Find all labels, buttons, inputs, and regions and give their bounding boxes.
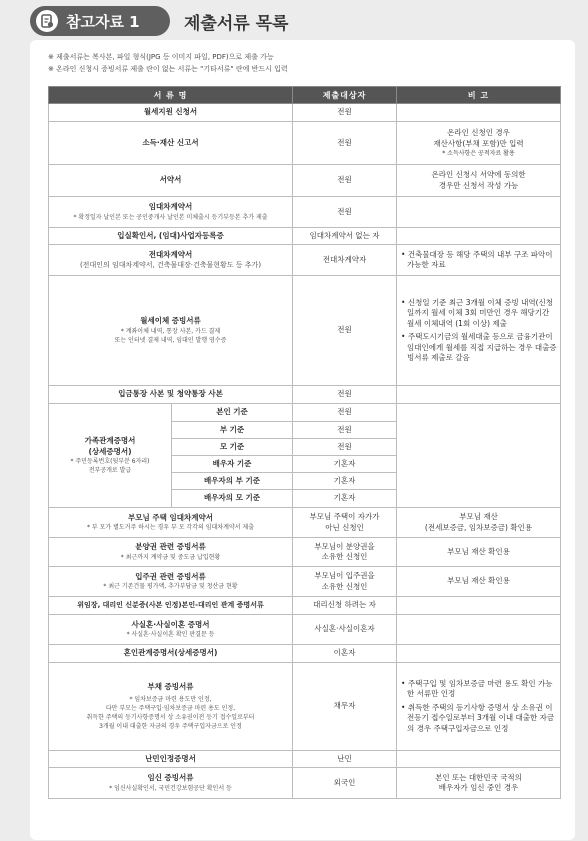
doc-remark: [397, 386, 561, 404]
doc-title: 임신 증빙서류: [147, 773, 194, 783]
doc-name: 월세지원 신청서: [49, 104, 293, 122]
doc-target: 전원: [293, 104, 397, 122]
doc-remark: [397, 197, 561, 228]
target-line: 부모님이 분양권을: [314, 541, 375, 551]
doc-name-family: [49, 404, 172, 508]
note-item: ※ 제출서류는 복사본, 파일 형식(JPG 등 이미지 파일, PDF)으로 제출 가능: [48, 53, 274, 61]
target-line: 소유한 신청인: [321, 552, 368, 561]
table-header-row: [49, 87, 561, 104]
remark-bullet: • 주택구입 및 임차보증금 마련 용도 확인 가능한 서류만 인정: [401, 678, 553, 699]
doc-title: 가족관계증명서: [84, 436, 136, 445]
remark-bullet: • 건축물대장 등 해당 주택의 내부 구조 파악이 가능한 자료: [401, 249, 553, 269]
doc-target: 전원: [293, 386, 397, 404]
doc-subnote: 또는 인터넷 결제 내역, 임대인 발행 영수증: [114, 336, 227, 344]
family-basis: 배우자의 부 기준: [172, 473, 293, 490]
doc-target: 전원: [293, 422, 397, 439]
doc-target: 이혼자: [293, 645, 397, 663]
table-row: [49, 751, 561, 768]
doc-remark: [397, 122, 561, 165]
doc-name: 위임장, 대리인 신분증(사본 인정)본인-대리인 관계 증명서류: [49, 597, 293, 615]
remark-line: (전세보증금, 임차보증금) 확인용: [424, 522, 533, 532]
doc-title: 사실혼·사실이혼 증명서: [131, 619, 210, 629]
doc-target: 전원: [293, 197, 397, 228]
remark-line: 배우자가 임신 중인 경우: [438, 783, 519, 792]
table-row: [49, 567, 561, 597]
remark-line: 부모님 재산: [459, 512, 498, 521]
table-row: [49, 768, 561, 799]
doc-subnote: 3개월 이내 대출한 자금의 경우 주택구입자금으로 인정: [99, 723, 242, 731]
table-row: [49, 404, 561, 422]
doc-subnote: (전대인의 임대차계약서, 건축물대장·건축물현황도 등 추가): [79, 260, 262, 269]
remark-line: 온라인 신청시 서약에 동의한: [431, 170, 526, 179]
doc-target: 난민: [293, 751, 397, 768]
table-row: [49, 276, 561, 386]
doc-subnote: * 임신사실확인서, 국민건강보험공단 확인서 등: [109, 784, 232, 792]
doc-name: [49, 768, 293, 799]
doc-subnote: * 최근 기존건물 평가액, 추가부담금 및 청산금 현황: [103, 583, 238, 591]
table-row: [49, 122, 561, 165]
doc-target: 전원: [293, 122, 397, 165]
doc-title: 분양권 관련 증빙서류: [135, 542, 206, 552]
doc-target: [293, 508, 397, 538]
doc-remark: [397, 165, 561, 197]
table-row: [49, 165, 561, 197]
doc-target: 외국인: [293, 768, 397, 799]
table-row: [49, 508, 561, 538]
table-row: [49, 104, 561, 122]
doc-name: [49, 276, 293, 386]
doc-target: 전원: [293, 404, 397, 422]
doc-name: [49, 245, 293, 276]
remark-note: * 소득사항은 공적자료 활용: [442, 150, 515, 157]
page-title: 제출서류 목록: [184, 14, 289, 34]
doc-remark: [397, 104, 561, 122]
family-basis: 부 기준: [172, 422, 293, 439]
section-header: [30, 4, 575, 38]
doc-subnote: * 계좌이체 내역, 통장 사본, 카드 결제: [120, 327, 221, 335]
doc-remark: [397, 276, 561, 386]
doc-remark: [397, 768, 561, 799]
doc-remark: [397, 645, 561, 663]
doc-name: 입실확인서, (임대)사업자등록증: [49, 228, 293, 245]
doc-target: 기혼자: [293, 490, 397, 508]
doc-remark: [397, 597, 561, 615]
table-row: [49, 597, 561, 615]
col-header-remark: 비 고: [397, 87, 561, 104]
note-item: ※ 온라인 신청시 증빙서류 제출 란이 없는 서류는 "기타서류" 란에 반드시 입력: [48, 65, 288, 73]
doc-name: [49, 197, 293, 228]
doc-remark: [397, 751, 561, 768]
table-row: [49, 197, 561, 228]
doc-target: 전대차계약자: [293, 245, 397, 276]
target-line: 부모님이 입주권을: [314, 571, 375, 580]
doc-title: 월세이체 증빙서류: [140, 316, 201, 326]
table-row: [49, 538, 561, 567]
doc-target: 전원: [293, 165, 397, 197]
document-table: [48, 86, 561, 799]
remark-line: 경우만 신청서 작성 가능: [438, 180, 519, 190]
doc-remark: [397, 404, 561, 508]
remark-bullet: • 신청일 기준 최근 3개월 이체 증빙 내역(신청일까지 월세 이체 3회 미만인 경우 해당기간 월세 이체내역 (1회 이상) 제출: [401, 297, 553, 328]
doc-name: 혼인관계증명서(상세증명서): [49, 645, 293, 663]
table-row: [49, 386, 561, 404]
doc-remark: [397, 615, 561, 645]
remark-line: 재산사항(부채 포함)만 입력: [433, 138, 524, 148]
doc-target: 채무자: [293, 663, 397, 751]
doc-remark: [397, 245, 561, 276]
doc-subnote: 취득한 주택의 등기사항증명서 상 소유권이전 등기 접수일로부터: [86, 714, 255, 722]
doc-target: 기혼자: [293, 456, 397, 473]
doc-title: 부채 증빙서류: [147, 681, 194, 691]
table-row: [49, 663, 561, 751]
doc-remark: 부모님 재산 확인용: [397, 538, 561, 567]
table-row: [49, 245, 561, 276]
family-basis: 배우자 기준: [172, 456, 293, 473]
family-basis: 모 기준: [172, 439, 293, 456]
doc-name: [49, 663, 293, 751]
doc-subnote: * 사실혼·사실이혼 확인 판결문 등: [126, 631, 215, 639]
remark-bullet: • 취득한 주택의 등기사항 증명서 상 소유권 이전등기 접수일로부터 3개월 이내 대출한 자금의 경우 주택구입자금으로 인정: [401, 702, 555, 733]
doc-subnote: * 주민등록번호(뒷부분 6자리): [70, 458, 150, 465]
clipboard-icon: [36, 10, 58, 32]
remark-bullet: • 주택도시기금의 월세대출 등으로 금융기관이 임대인에게 월세를 직접 지급하는 경우 대출증빙서류 제출로 갈음: [401, 332, 557, 362]
table-row: [49, 228, 561, 245]
col-header-target: 제출대상자: [293, 87, 397, 104]
doc-name: 서약서: [49, 165, 293, 197]
doc-subnote: * 확정일자 날인본 또는 공인중개사 날인본 미체출시 등기부등본 추가 제출: [73, 213, 268, 221]
doc-name: 소득·재산 신고서: [49, 122, 293, 165]
table-row: [49, 615, 561, 645]
doc-title: 입주권 관련 증빙서류: [135, 571, 206, 581]
doc-target: 대리신청 하려는 자: [293, 597, 397, 615]
family-basis: 배우자의 모 기준: [172, 490, 293, 508]
doc-target: [293, 567, 397, 597]
table-row: [49, 645, 561, 663]
doc-name: [49, 567, 293, 597]
doc-target: 전원: [293, 439, 397, 456]
doc-target: 임대차계약서 없는 자: [293, 228, 397, 245]
doc-title: 전대차계약서: [148, 250, 193, 260]
remark-line: 온라인 신청인 경우: [447, 128, 510, 137]
target-line: 부모님 주택이 자가가: [309, 512, 380, 521]
doc-remark: [397, 663, 561, 751]
col-header-doc: 서 류 명: [49, 87, 293, 104]
remark-line: 본인 또는 대한민국 국적의: [435, 772, 522, 782]
family-basis: 본인 기준: [172, 404, 293, 422]
doc-subnote: * 임차보증금 마련 용도만 인정,: [129, 696, 212, 704]
doc-target: 기혼자: [293, 473, 397, 490]
doc-subnote: * 부 모가 별도거주 하시는 경우 부 모 각각의 임대차계약서 제출: [87, 524, 254, 532]
doc-subnote: * 최근까지 계약금 및 중도금 납입현황: [120, 553, 221, 561]
doc-subnote: 전부공개로 발급: [88, 467, 132, 474]
doc-remark: [397, 508, 561, 538]
doc-subnote: 다만 부모는 주택구입·임차보증금 마련 용도 인정,: [105, 705, 236, 713]
doc-remark: 부모님 재산 확인용: [397, 567, 561, 597]
doc-title: (상세증명서): [88, 446, 132, 456]
doc-name: [49, 508, 293, 538]
badge-label: 참고자료 1: [66, 13, 140, 31]
reference-badge: [30, 6, 170, 36]
doc-target: 사실혼·사실이혼자: [293, 615, 397, 645]
doc-remark: [397, 228, 561, 245]
notes: [48, 51, 558, 75]
doc-target: 전원: [293, 276, 397, 386]
doc-title: 부모님 주택 임대차계약서: [128, 512, 213, 522]
doc-title: 임대차계약서: [148, 202, 193, 212]
target-line: 아닌 신청인: [325, 522, 364, 532]
doc-name: 입금통장 사본 및 청약통장 사본: [49, 386, 293, 404]
doc-target: [293, 538, 397, 567]
doc-name: [49, 538, 293, 567]
target-line: 소유한 신청인: [321, 581, 368, 591]
doc-name: 난민인정증명서: [49, 751, 293, 768]
doc-name: [49, 615, 293, 645]
